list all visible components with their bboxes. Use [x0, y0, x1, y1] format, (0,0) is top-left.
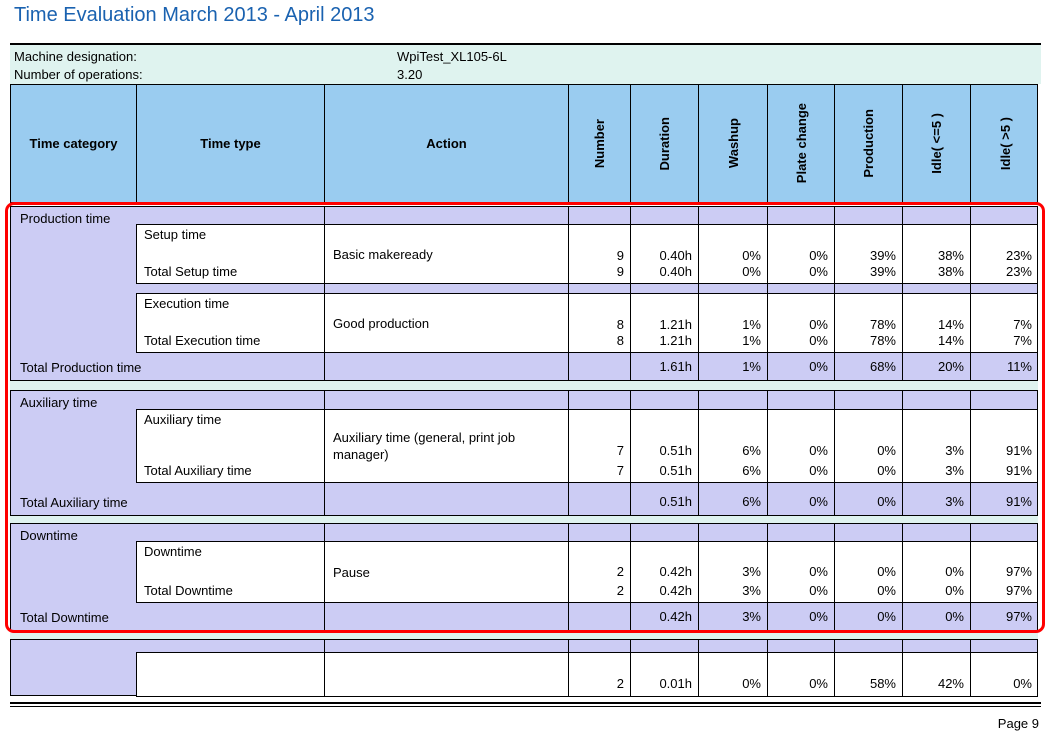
value-idle-gt5: 7%	[1013, 333, 1032, 348]
header-label: Plate change	[793, 103, 809, 184]
section-total-values	[568, 493, 1038, 510]
value-duration: 0.51h	[659, 463, 692, 478]
value-duration: 0.42h	[659, 564, 692, 579]
action-values-row	[568, 316, 1038, 333]
value-idle-le5: 3%	[945, 463, 964, 478]
section-gap	[10, 381, 1038, 390]
value-plate-change: 0%	[809, 676, 828, 691]
value-washup: 0%	[742, 248, 761, 263]
value-production: 0%	[877, 609, 896, 624]
value-idle-gt5: 97%	[1005, 564, 1032, 579]
value-washup: 6%	[742, 463, 761, 478]
value-duration: 0.42h	[659, 609, 692, 624]
value-number: 7	[616, 443, 624, 458]
value-idle-le5: 0%	[945, 564, 964, 579]
machine-designation-value: WpiTest_XL105-6L	[397, 49, 507, 64]
value-number: 8	[616, 333, 624, 348]
header-label: Duration	[657, 116, 672, 171]
section-partial	[10, 639, 1038, 696]
value-production: 39%	[869, 264, 896, 279]
time-type-total-label: Total Auxiliary time	[144, 463, 252, 478]
value-washup: 3%	[742, 583, 761, 598]
value-plate-change: 0%	[809, 609, 828, 624]
header-label: Idle( >5 )	[997, 116, 1013, 171]
value-plate-change: 0%	[809, 564, 828, 579]
time-type-total-label: Total Setup time	[144, 264, 238, 279]
value-production: 68%	[869, 359, 896, 374]
header-plate-change	[768, 85, 835, 202]
page-number: Page 9	[997, 716, 1039, 731]
value-plate-change: 0%	[809, 443, 828, 458]
action-values-row	[568, 563, 1038, 580]
value-washup: 1%	[742, 317, 761, 332]
value-idle-gt5: 97%	[1005, 583, 1032, 598]
info-panel	[10, 45, 1041, 84]
value-plate-change: 0%	[809, 359, 828, 374]
action-label: Auxiliary time (general, print job manager)	[333, 430, 516, 462]
section-total-label: Total Auxiliary time	[20, 495, 128, 510]
value-production: 58%	[869, 676, 896, 691]
value-plate-change: 0%	[809, 494, 828, 509]
value-production: 0%	[877, 564, 896, 579]
value-duration: 0.40h	[659, 248, 692, 263]
table-header	[10, 84, 1038, 203]
value-duration: 0.40h	[659, 264, 692, 279]
value-number: 7	[616, 463, 624, 478]
operations-label: Number of operations:	[14, 67, 143, 82]
value-idle-le5: 3%	[945, 494, 964, 509]
value-idle-le5: 20%	[937, 359, 964, 374]
value-duration: 1.21h	[659, 333, 692, 348]
value-plate-change: 0%	[809, 583, 828, 598]
header-time-type: Time type	[137, 85, 325, 202]
value-idle-gt5: 7%	[1013, 317, 1032, 332]
header-idle-le5	[903, 85, 971, 202]
value-idle-le5: 38%	[937, 248, 964, 263]
value-number: 9	[616, 248, 624, 263]
setup-time-block	[136, 224, 1038, 284]
value-idle-gt5: 91%	[1005, 443, 1032, 458]
value-washup: 0%	[742, 264, 761, 279]
time-type-label: Setup time	[144, 227, 207, 242]
time-type-label: Auxiliary time	[144, 412, 222, 427]
action-label: Pause	[333, 564, 370, 580]
action-values-row	[568, 247, 1038, 264]
value-idle-gt5: 91%	[1005, 463, 1032, 478]
page-break-rule	[10, 702, 1041, 704]
header-time-category: Time category	[11, 85, 137, 202]
action-values-row	[568, 442, 1038, 459]
value-idle-le5: 14%	[937, 317, 964, 332]
value-idle-le5: 38%	[937, 264, 964, 279]
value-production: 0%	[877, 463, 896, 478]
value-idle-gt5: 23%	[1005, 248, 1032, 263]
section-total-label: Total Downtime	[20, 610, 109, 625]
value-production: 0%	[877, 443, 896, 458]
value-duration: 0.51h	[659, 494, 692, 509]
partial-block	[136, 652, 1038, 697]
value-number: 9	[616, 264, 624, 279]
value-number	[568, 608, 630, 625]
section-total-label: Total Production time	[20, 360, 142, 375]
value-washup: 0%	[742, 676, 761, 691]
downtime-block	[136, 541, 1038, 603]
time-type-total-label: Total Downtime	[144, 583, 233, 598]
value-idle-le5: 42%	[937, 676, 964, 691]
header-number	[569, 85, 631, 202]
value-plate-change: 0%	[809, 317, 828, 332]
value-plate-change: 0%	[809, 333, 828, 348]
value-production: 78%	[869, 317, 896, 332]
value-washup: 1%	[742, 333, 761, 348]
header-idle-gt5	[971, 85, 1038, 202]
execution-time-block	[136, 293, 1038, 353]
value-number	[568, 358, 630, 375]
value-idle-le5: 3%	[945, 443, 964, 458]
category-label: Downtime	[20, 528, 78, 543]
auxiliary-time-block	[136, 409, 1038, 483]
value-duration: 0.01h	[659, 676, 692, 691]
header-label: Idle( <=5 )	[929, 113, 944, 174]
value-number: 2	[616, 676, 624, 691]
header-production	[835, 85, 903, 202]
category-label: Auxiliary time	[20, 395, 98, 410]
value-washup: 6%	[742, 494, 761, 509]
value-production: 0%	[877, 583, 896, 598]
value-idle-gt5: 91%	[1005, 494, 1032, 509]
action-values-row	[568, 675, 1038, 692]
header-label: Washup	[725, 118, 741, 169]
header-label: Production	[861, 109, 876, 178]
value-plate-change: 0%	[809, 264, 828, 279]
value-idle-gt5: 97%	[1005, 609, 1032, 624]
value-number: 8	[616, 317, 624, 332]
value-washup: 1%	[742, 359, 761, 374]
total-values-row	[568, 582, 1038, 599]
page-break-rule-2	[10, 706, 1041, 707]
value-number: 2	[616, 564, 624, 579]
value-idle-le5: 0%	[945, 609, 964, 624]
machine-designation-label: Machine designation:	[14, 49, 137, 64]
section-production-time	[10, 206, 1038, 381]
section-gap	[10, 516, 1038, 523]
total-values-row	[568, 462, 1038, 479]
section-auxiliary-time	[10, 390, 1038, 516]
header-duration	[631, 85, 699, 202]
total-values-row	[568, 263, 1038, 280]
section-downtime	[10, 523, 1038, 631]
value-duration: 0.42h	[659, 583, 692, 598]
operations-value: 3.20	[397, 67, 423, 82]
section-total-values	[568, 358, 1038, 375]
value-washup: 3%	[742, 564, 761, 579]
total-values-row	[568, 332, 1038, 349]
value-idle-le5: 0%	[945, 583, 964, 598]
category-cell-bottom-border	[11, 695, 136, 696]
header-label: Number	[592, 118, 607, 169]
section-total-values	[568, 608, 1038, 625]
action-label: Basic makeready	[333, 246, 433, 262]
header-action: Action	[325, 85, 569, 202]
header-washup	[699, 85, 768, 202]
value-number: 2	[616, 583, 624, 598]
value-duration: 1.61h	[659, 359, 692, 374]
value-idle-le5: 14%	[937, 333, 964, 348]
category-label: Production time	[20, 211, 111, 226]
value-plate-change: 0%	[809, 248, 828, 263]
value-plate-change: 0%	[809, 463, 828, 478]
value-idle-gt5: 23%	[1005, 264, 1032, 279]
action-label: Good production	[333, 315, 430, 331]
time-type-label: Execution time	[144, 296, 230, 311]
value-washup: 6%	[742, 443, 761, 458]
value-production: 78%	[869, 333, 896, 348]
value-duration: 1.21h	[659, 317, 692, 332]
value-number	[568, 493, 630, 510]
value-idle-gt5: 11%	[1006, 359, 1032, 374]
time-type-total-label: Total Execution time	[144, 333, 261, 348]
value-production: 39%	[869, 248, 896, 263]
page-title: Time Evaluation March 2013 - April 2013	[14, 4, 375, 26]
value-duration: 0.51h	[659, 443, 692, 458]
value-idle-gt5: 0%	[1013, 676, 1032, 691]
value-washup: 3%	[742, 609, 761, 624]
time-type-label: Downtime	[144, 544, 202, 559]
value-production: 0%	[877, 494, 896, 509]
